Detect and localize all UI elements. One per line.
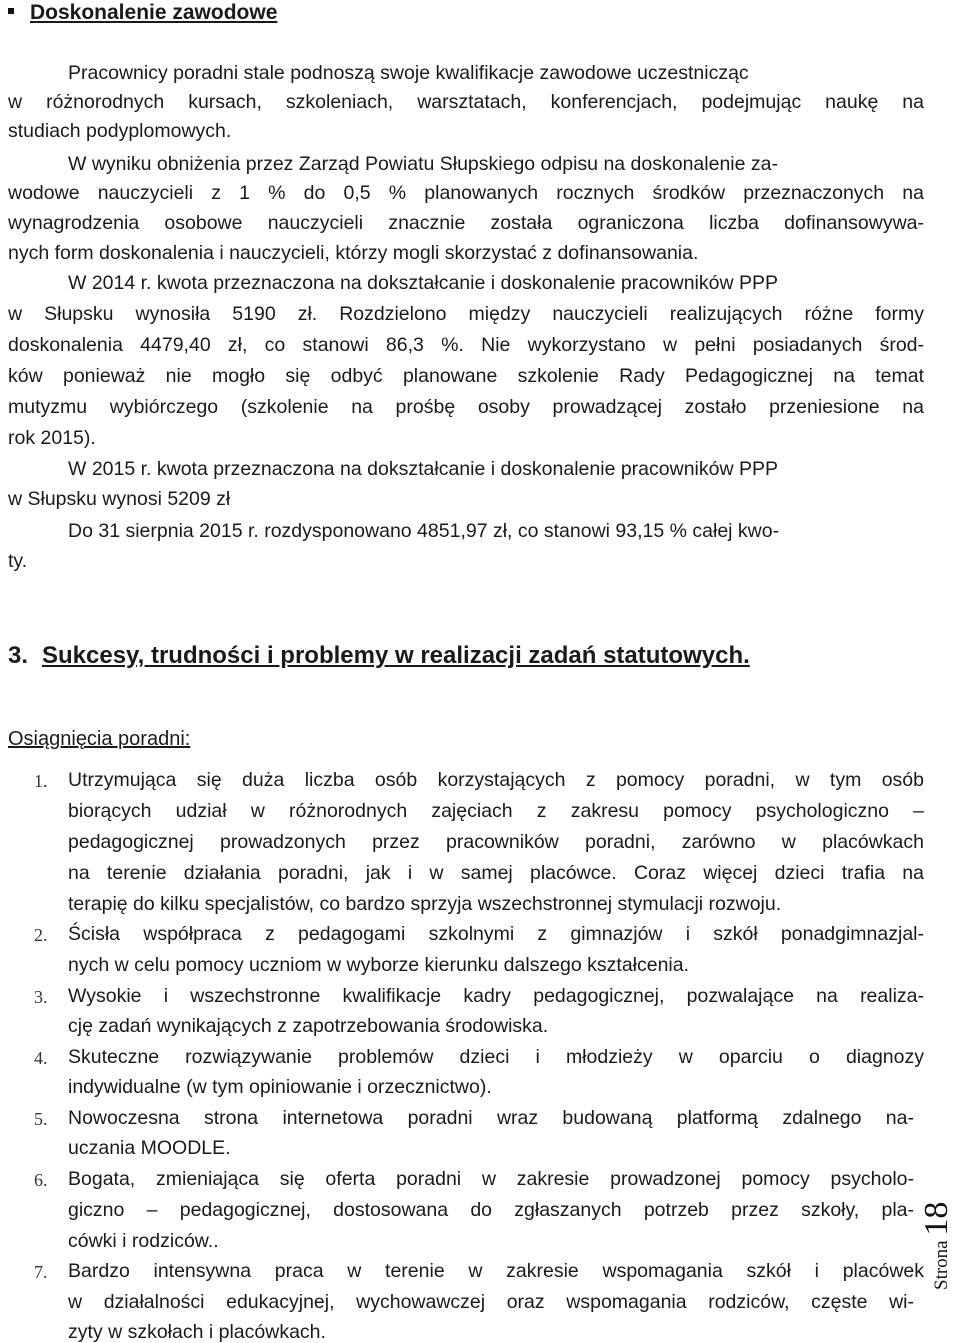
text-line: rok 2015). <box>8 427 96 449</box>
section-heading: Sukcesy, trudności i problemy w realizacji zadań statutowych. <box>42 642 750 669</box>
list-item-line: nych w celu pomocy uczniom w wyborze kierunku dalszego kształcenia. <box>68 954 690 976</box>
text-line: wodowe nauczycieli z 1 % do 0,5 % planowanych rocznych środków przeznaczonych na <box>8 182 924 204</box>
page-footer <box>918 1202 956 1290</box>
list-item-line: Utrzymująca się duża liczba osób korzystających z pomocy poradni, w tym osób <box>68 769 924 791</box>
text-line: wynagrodzenia osobowe nauczycieli znacznie została ograniczona liczba dofinansowywa- <box>8 212 924 234</box>
text-line: W wyniku obniżenia przez Zarząd Powiatu Słupskiego odpisu na doskonalenie za- <box>68 153 778 175</box>
list-number: 3. <box>34 987 48 1007</box>
list-number: 5. <box>34 1109 48 1129</box>
list-item-line: cję zadań wynikających z zapotrzebowania środowiska. <box>68 1015 549 1037</box>
text-line: w różnorodnych kursach, szkoleniach, warsztatach, konferencjach, podejmując naukę na <box>8 91 924 113</box>
text-line: ków ponieważ nie mogło się odbyć planowane szkolenie Rady Pedagogicznej na temat <box>8 365 924 387</box>
text-line: nych form doskonalenia i nauczycieli, którzy mogli skorzystać z dofinansowania. <box>8 242 699 264</box>
page-number: 18 <box>918 1201 955 1236</box>
list-item-line: giczno – pedagogicznej, dostosowana do zgłaszanych potrzeb przez szkoły, pla- <box>68 1199 914 1221</box>
text-line: mutyzmu wybiórczego (szkolenie na prośbę osoby prowadzącej zostało przeniesione na <box>8 396 924 418</box>
list-item-line: Bogata, zmieniająca się oferta poradni w zakresie prowadzonej pomocy psycholo- <box>68 1168 914 1190</box>
list-number: 6. <box>34 1170 48 1190</box>
text-line: doskonalenia 4479,40 zł, co stanowi 86,3 %. Nie wykorzystano w pełni posiadanych środ- <box>8 334 924 356</box>
list-item-line: w działalności edukacyjnej, wychowawczej oraz wspomagania rodziców, częste wi- <box>68 1291 914 1313</box>
text-line: w Słupsku wynosi 5209 zł <box>8 488 231 510</box>
section-heading: Doskonalenie zawodowe <box>30 1 278 24</box>
text-line: Pracownicy poradni stale podnoszą swoje kwalifikacje zawodowe uczestnicząc <box>68 62 749 84</box>
list-item-line: uczania MOODLE. <box>68 1137 231 1159</box>
text-line: W 2015 r. kwota przeznaczona na dokształcanie i doskonalenie pracowników PPP <box>68 458 778 480</box>
list-item-line: Wysokie i wszechstronne kwalifikacje kadry pedagogicznej, pozwalające na realiza- <box>68 985 924 1007</box>
list-item-line: indywidualne (w tym opiniowanie i orzecznictwo). <box>68 1076 492 1098</box>
list-item-line: pedagogicznej prowadzonych przez pracowników poradni, zarówno w placówkach <box>68 831 924 853</box>
list-item-line: terapię do kilku specjalistów, co bardzo sprzyja wszechstronnej stymulacji rozwoju. <box>68 893 782 915</box>
subheading: Osiągnięcia poradni: <box>8 728 191 750</box>
list-item-line: cówki i rodziców.. <box>68 1230 219 1252</box>
text-line: studiach podyplomowych. <box>8 120 232 142</box>
page-label: Strona <box>931 1240 952 1290</box>
text-line: ty. <box>8 550 28 572</box>
text-line: W 2014 r. kwota przeznaczona na dokształcanie i doskonalenie pracowników PPP <box>68 272 778 294</box>
text-line: Do 31 sierpnia 2015 r. rozdysponowano 4851,97 zł, co stanowi 93,15 % całej kwo- <box>68 520 780 542</box>
list-item-line: Bardzo intensywna praca w terenie w zakresie wspomagania szkół i placówek <box>68 1260 924 1282</box>
list-item-line: Ścisła współpraca z pedagogami szkolnymi z gimnazjów i szkół ponadgimnazjal- <box>68 923 924 945</box>
list-number: 1. <box>34 771 48 791</box>
list-item-line: na terenie działania poradni, jak i w samej placówce. Coraz więcej dzieci trafia na <box>68 862 924 884</box>
section-number: 3. <box>8 642 29 669</box>
list-item-line: Nowoczesna strona internetowa poradni wraz budowaną platformą zdalnego na- <box>68 1107 914 1129</box>
list-number: 2. <box>34 925 48 945</box>
text-line: w Słupsku wynosiła 5190 zł. Rozdzielono między nauczycieli realizujących różne formy <box>8 303 924 325</box>
list-item-line: Skuteczne rozwiązywanie problemów dzieci i młodzieży w oparciu o diagnozy <box>68 1046 924 1068</box>
list-item-line: biorących udział w różnorodnych zajęciach z zakresu pomocy psychologiczno – <box>68 800 924 822</box>
list-number: 7. <box>34 1262 48 1282</box>
list-item-line: zyty w szkołach i placówkach. <box>68 1321 326 1343</box>
list-number: 4. <box>34 1048 48 1068</box>
bullet-icon <box>8 8 14 14</box>
